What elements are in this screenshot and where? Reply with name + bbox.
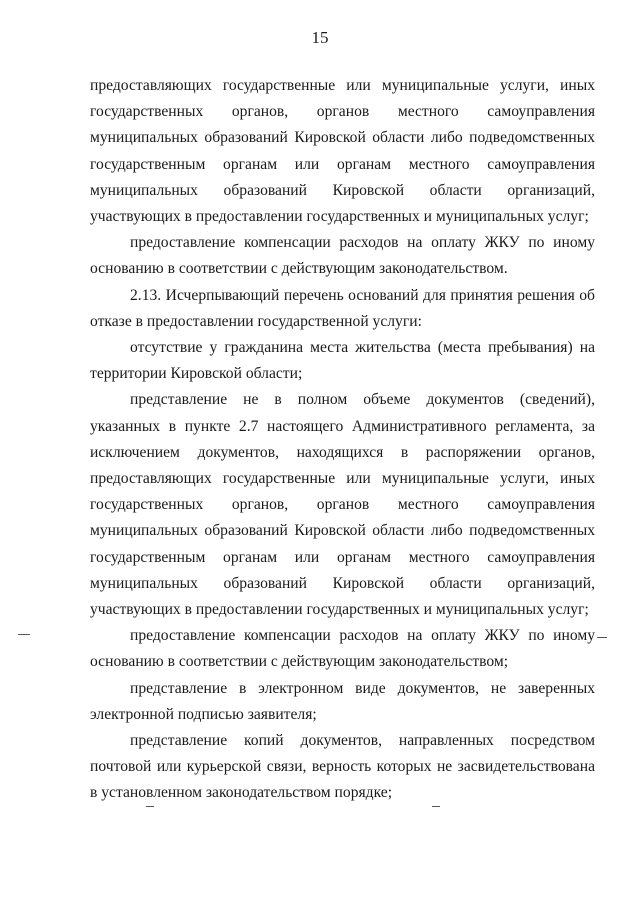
paragraph-uncertified-copies: представление копий документов, направленных посредством почтовой или курьерской связи, верность которых не засвидетельствована в установленном законодательством порядке; [90,732,595,802]
paragraph-no-residence: отсутствие у гражданина места жительства (места пребывания) на территории Кировской области; [90,339,595,383]
page-number: 15 [311,28,329,47]
paragraph-compensation-other-basis-2: предоставление компенсации расходов на оплату ЖКУ по иному основанию в соответствии с действующим законодательством; [90,627,595,671]
paragraph-incomplete-documents: представление не в полном объеме документов (сведений), указанных в пункте 2.7 настоящего Административного регламента, за исключением документов, находящихся в распоряжении органов, предоставляющих государственные или муниципальные услуги, иных государственных органов, органов местного самоуправления муниципальных образований Кировской области либо подведомственных государственным органам или органам местного самоуправления муниципальных образований Кировской области организаций, участвующих в предоставлении государственных и муниципальных услуг; [90,391,595,619]
scan-speck [432,806,440,807]
scan-speck [18,634,30,635]
paragraph-section-2-13: 2.13. Исчерпывающий перечень оснований для принятия решения об отказе в предоставлении государственной услуги: [90,286,595,330]
document-body [90,73,595,807]
scan-speck [146,806,154,807]
paragraph-compensation-other-basis: предоставление компенсации расходов на оплату ЖКУ по иному основанию в соответствии с действующим законодательством. [90,234,595,278]
paragraph-unsigned-electronic: представление в электронном виде документов, не заверенных электронной подписью заявителя; [90,679,595,723]
scan-speck [597,637,607,638]
paragraph-continuation: предоставляющих государственные или муниципальные услуги, иных государственных органов, органов местного самоуправления муниципальных образований Кировской области либо подведомственных государственным органам или органам местного самоуправления муниципальных образований Кировской области организаций, участвующих в предоставлении государственных и муниципальных услуг; [90,77,595,226]
